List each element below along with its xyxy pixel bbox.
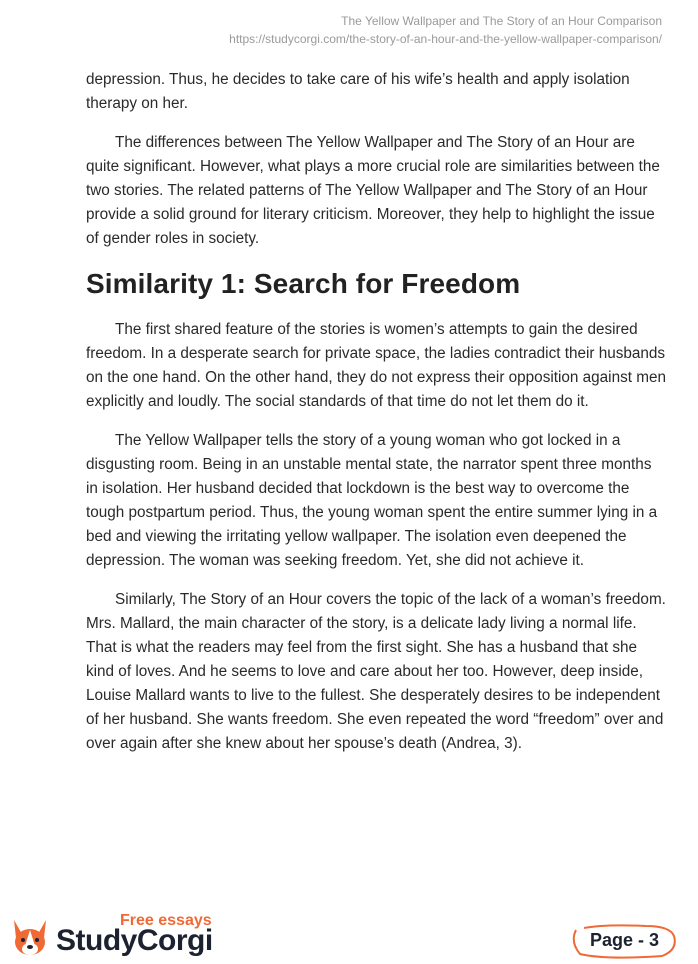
paragraph-continuation: depression. Thus, he decides to take care of his wife’s health and apply isolation therapy on her. [86, 71, 630, 112]
paragraph-yellow-wallpaper: The Yellow Wallpaper tells the story of a young woman who got locked in a disgusting room. Being in an unstable mental state, the narrator spent three months in isolation. Her husband decided that lockdown is the best way to overcome the tough postpartum period. Thus, the young woman spent the entire summer lying in a bed and viewing the irritating yellow wallpaper. The isolation even deepened the depression. The woman was seeking freedom. Yet, she did not achieve it. [86, 432, 658, 569]
paragraph-differences: The differences between The Yellow Wallpaper and The Story of an Hour are quite significant. However, what plays a more crucial role are similarities between the two stories. The related patterns of The Yellow Wallpaper and The Story of an Hour provide a solid ground for literary criticism. Moreover, they help to highlight the issue of gender roles in society. [86, 134, 660, 247]
document-url[interactable]: https://studycorgi.com/the-story-of-an-hour-and-the-yellow-wallpaper-comparison/ [229, 32, 662, 46]
section-heading: Similarity 1: Search for Freedom [86, 268, 521, 299]
paragraph-shared-feature: The first shared feature of the stories is women’s attempts to gain the desired freedom. In a desperate search for private space, the ladies contradict their husbands on the one hand. On the other hand, they do not express their opposition against men explicitly and loudly. The social standards of that time do not let them do it. [86, 321, 666, 410]
page-number: Page - 3 [590, 930, 660, 950]
document-body [86, 68, 666, 771]
document-header [229, 12, 662, 48]
paragraph-story-of-an-hour: Similarly, The Story of an Hour covers the topic of the lack of a woman’s freedom. Mrs. Mallard, the main character of the story, is a delicate lady living a normal life. That is what the readers may feel from the first sight. She has a husband that she kind of loves. And he seems to love and care about her too. However, deep inside, Louise Mallard wants to live to the fullest. She desperately desires to be independent of her husband. She wants freedom. She even repeated the word “freedom” over and over again after she knew about her spouse’s death (Andrea, 3). [86, 591, 666, 752]
footer-brand[interactable]: StudyCorgi [56, 924, 213, 957]
document-title: The Yellow Wallpaper and The Story of an Hour Comparison [341, 14, 662, 28]
footer-tagline: Free essays [120, 912, 212, 929]
corgi-logo-icon [8, 916, 52, 960]
